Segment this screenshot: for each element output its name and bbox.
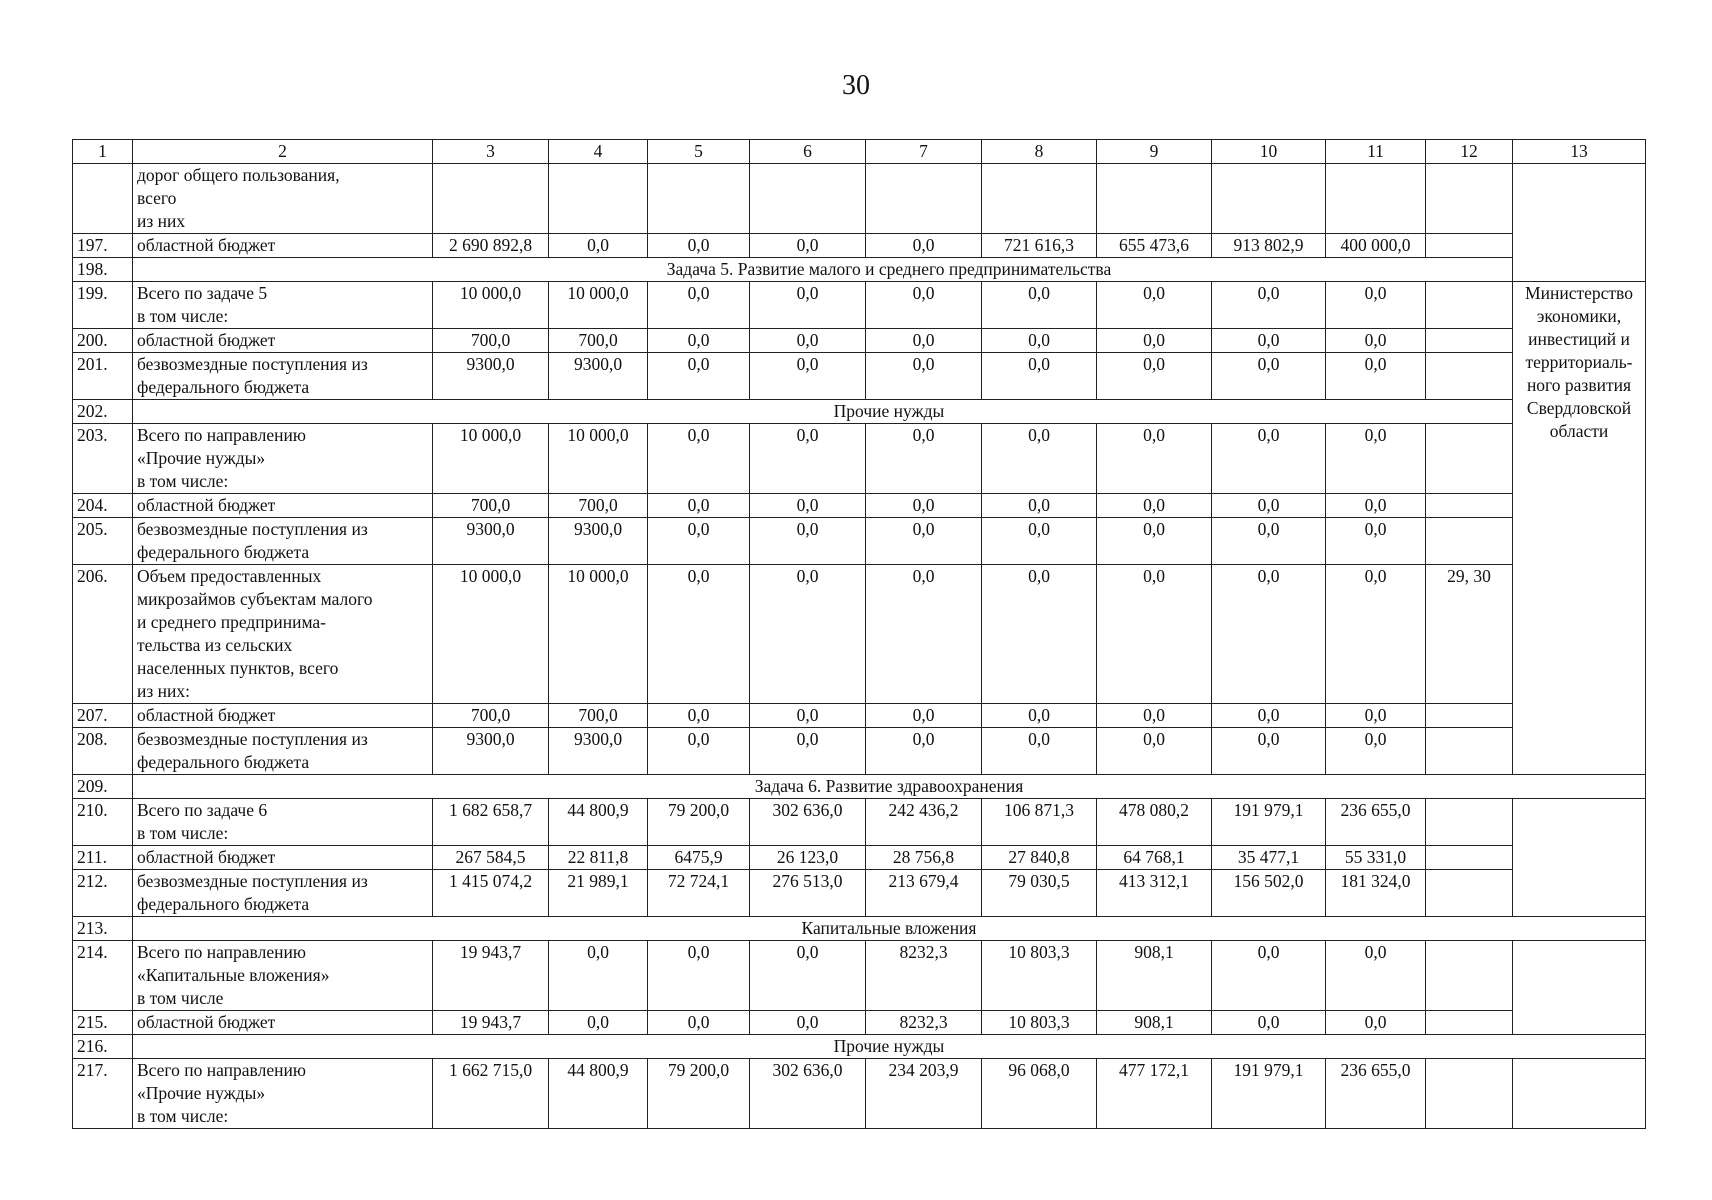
section-row (73, 400, 1646, 424)
row-number: 198. (73, 258, 133, 282)
value-cell-col7: 0,0 (866, 704, 982, 728)
value-cell-col4: 10 000,0 (549, 424, 648, 494)
section-row (73, 1035, 1646, 1059)
row-number: 205. (73, 518, 133, 565)
header-cell-4: 4 (549, 140, 648, 164)
value-cell-col5: 0,0 (648, 424, 750, 494)
value-cell-col10: 0,0 (1212, 728, 1326, 775)
value-cell-col4: 9300,0 (549, 353, 648, 400)
value-cell-col6: 302 636,0 (750, 1059, 866, 1129)
row-label: безвозмездные поступления из федерального бюджета (133, 870, 433, 917)
value-cell-col6: 26 123,0 (750, 846, 866, 870)
value-cell-col11: 0,0 (1326, 518, 1426, 565)
value-cell-col3: 9300,0 (433, 518, 549, 565)
page-number: 30 (842, 70, 870, 101)
value-cell-col3: 700,0 (433, 704, 549, 728)
row-label: областной бюджет (133, 704, 433, 728)
value-cell-col10: 0,0 (1212, 329, 1326, 353)
row-number: 214. (73, 941, 133, 1011)
table-row (73, 234, 1646, 258)
value-cell-col10: 0,0 (1212, 494, 1326, 518)
value-cell-col11: 236 655,0 (1326, 1059, 1426, 1129)
value-cell-col7: 0,0 (866, 353, 982, 400)
value-cell-col9: 908,1 (1097, 1011, 1212, 1035)
row-label: безвозмездные поступления из федерального бюджета (133, 353, 433, 400)
value-cell-col10: 0,0 (1212, 941, 1326, 1011)
value-cell-col6 (750, 164, 866, 234)
row-number: 203. (73, 424, 133, 494)
row-label: областной бюджет (133, 234, 433, 258)
row-number: 206. (73, 565, 133, 704)
value-cell-col7: 0,0 (866, 494, 982, 518)
value-cell-col3 (433, 164, 549, 234)
value-cell-col9: 0,0 (1097, 494, 1212, 518)
header-cell-3: 3 (433, 140, 549, 164)
value-cell-col11: 0,0 (1326, 282, 1426, 329)
row-label: областной бюджет (133, 329, 433, 353)
value-cell-col11: 0,0 (1326, 329, 1426, 353)
row-label: Всего по направлению «Капитальные вложения» в том числе (133, 941, 433, 1011)
table-row (73, 164, 1646, 234)
value-cell-col4: 9300,0 (549, 518, 648, 565)
value-cell-col7: 0,0 (866, 282, 982, 329)
value-cell-col12 (1426, 329, 1513, 353)
value-cell-col9: 0,0 (1097, 565, 1212, 704)
header-cell-11: 11 (1326, 140, 1426, 164)
header-cell-13: 13 (1513, 140, 1646, 164)
value-cell-col10: 0,0 (1212, 282, 1326, 329)
value-cell-col3: 9300,0 (433, 728, 549, 775)
value-cell-col5: 0,0 (648, 353, 750, 400)
responsible-ministry: Министерство экономики, инвестиций и территориаль- ного развития Свердловской области (1513, 282, 1646, 775)
value-cell-col8: 721 616,3 (982, 234, 1097, 258)
value-cell-col12 (1426, 728, 1513, 775)
value-cell-col4: 700,0 (549, 494, 648, 518)
value-cell-col5: 0,0 (648, 234, 750, 258)
header-cell-10: 10 (1212, 140, 1326, 164)
table-row (73, 282, 1646, 329)
header-cell-12: 12 (1426, 140, 1513, 164)
section-row (73, 258, 1646, 282)
value-cell-col8: 0,0 (982, 704, 1097, 728)
table-row (73, 704, 1646, 728)
table-row (73, 518, 1646, 565)
value-cell-col11: 55 331,0 (1326, 846, 1426, 870)
value-cell-col9: 0,0 (1097, 282, 1212, 329)
value-cell-col4: 0,0 (549, 941, 648, 1011)
value-cell-col11: 0,0 (1326, 941, 1426, 1011)
value-cell-col9: 477 172,1 (1097, 1059, 1212, 1129)
value-cell-col12 (1426, 1059, 1513, 1129)
value-cell-col5: 0,0 (648, 1011, 750, 1035)
row-number: 204. (73, 494, 133, 518)
row-label: безвозмездные поступления из федерального бюджета (133, 728, 433, 775)
table-row (73, 728, 1646, 775)
header-cell-9: 9 (1097, 140, 1212, 164)
section-title: Прочие нужды (133, 400, 1646, 424)
value-cell-col11: 0,0 (1326, 565, 1426, 704)
value-cell-col8: 0,0 (982, 282, 1097, 329)
value-cell-col3: 10 000,0 (433, 565, 549, 704)
value-cell-col7: 8232,3 (866, 1011, 982, 1035)
value-cell-col12 (1426, 1011, 1513, 1035)
value-cell-col11: 0,0 (1326, 494, 1426, 518)
value-cell-col9: 0,0 (1097, 518, 1212, 565)
value-cell-col9: 0,0 (1097, 704, 1212, 728)
row-number: 197. (73, 234, 133, 258)
table-row (73, 1059, 1646, 1129)
value-cell-col10: 913 802,9 (1212, 234, 1326, 258)
value-cell-col4: 44 800,9 (549, 799, 648, 846)
value-cell-col12 (1426, 353, 1513, 400)
value-cell-col6: 0,0 (750, 704, 866, 728)
value-cell-col5: 72 724,1 (648, 870, 750, 917)
row-label: областной бюджет (133, 846, 433, 870)
value-cell-col11: 181 324,0 (1326, 870, 1426, 917)
value-cell-col10: 0,0 (1212, 704, 1326, 728)
row-number: 216. (73, 1035, 133, 1059)
value-cell-col8 (982, 164, 1097, 234)
value-cell-col8: 0,0 (982, 424, 1097, 494)
value-cell-col8: 106 871,3 (982, 799, 1097, 846)
row-number (73, 164, 133, 234)
table-row (73, 494, 1646, 518)
section-row (73, 917, 1646, 941)
value-cell-col5: 79 200,0 (648, 1059, 750, 1129)
header-cell-8: 8 (982, 140, 1097, 164)
section-row (73, 775, 1646, 799)
value-cell-col3: 9300,0 (433, 353, 549, 400)
row-label: безвозмездные поступления из федерального бюджета (133, 518, 433, 565)
value-cell-col12 (1426, 704, 1513, 728)
value-cell-col7: 8232,3 (866, 941, 982, 1011)
value-cell-col3: 700,0 (433, 329, 549, 353)
value-cell-col12 (1426, 282, 1513, 329)
value-cell-col4 (549, 164, 648, 234)
row-label: областной бюджет (133, 1011, 433, 1035)
value-cell-col11 (1326, 164, 1426, 234)
section-title: Капитальные вложения (133, 917, 1646, 941)
value-cell-col7: 242 436,2 (866, 799, 982, 846)
value-cell-col12 (1426, 164, 1513, 234)
value-cell-col9: 413 312,1 (1097, 870, 1212, 917)
value-cell-col4: 10 000,0 (549, 282, 648, 329)
value-cell-col3: 10 000,0 (433, 424, 549, 494)
value-cell-col10: 35 477,1 (1212, 846, 1326, 870)
value-cell-col4: 21 989,1 (549, 870, 648, 917)
value-cell-col8: 10 803,3 (982, 1011, 1097, 1035)
value-cell-col5: 0,0 (648, 518, 750, 565)
value-cell-col7: 28 756,8 (866, 846, 982, 870)
value-cell-col10: 0,0 (1212, 353, 1326, 400)
row-number: 202. (73, 400, 133, 424)
value-cell-col5: 0,0 (648, 728, 750, 775)
value-cell-col10: 156 502,0 (1212, 870, 1326, 917)
value-cell-col3: 1 682 658,7 (433, 799, 549, 846)
value-cell-col8: 0,0 (982, 518, 1097, 565)
value-cell-col4: 0,0 (549, 234, 648, 258)
value-cell-col5 (648, 164, 750, 234)
value-cell-col4: 10 000,0 (549, 565, 648, 704)
value-cell-col8: 0,0 (982, 353, 1097, 400)
value-cell-col6: 0,0 (750, 353, 866, 400)
value-cell-col3: 19 943,7 (433, 941, 549, 1011)
value-cell-col6: 276 513,0 (750, 870, 866, 917)
value-cell-col3: 1 415 074,2 (433, 870, 549, 917)
row-number: 199. (73, 282, 133, 329)
value-cell-col3: 267 584,5 (433, 846, 549, 870)
table-row (73, 353, 1646, 400)
value-cell-col11: 0,0 (1326, 424, 1426, 494)
table-row (73, 941, 1646, 1011)
row-number: 211. (73, 846, 133, 870)
value-cell-col11: 0,0 (1326, 704, 1426, 728)
value-cell-col11: 0,0 (1326, 353, 1426, 400)
value-cell-col4: 700,0 (549, 704, 648, 728)
value-cell-col12 (1426, 870, 1513, 917)
value-cell-col9 (1097, 164, 1212, 234)
value-cell-col5: 0,0 (648, 329, 750, 353)
section-title: Прочие нужды (133, 1035, 1646, 1059)
value-cell-col10: 0,0 (1212, 518, 1326, 565)
value-cell-col6: 0,0 (750, 941, 866, 1011)
value-cell-col11: 0,0 (1326, 728, 1426, 775)
value-cell-col9: 0,0 (1097, 728, 1212, 775)
header-row (73, 140, 1646, 164)
row-number: 200. (73, 329, 133, 353)
value-cell-col9: 908,1 (1097, 941, 1212, 1011)
value-cell-col3: 700,0 (433, 494, 549, 518)
value-cell-col10: 0,0 (1212, 424, 1326, 494)
value-cell-col9: 478 080,2 (1097, 799, 1212, 846)
row-label: дорог общего пользования, всего из них (133, 164, 433, 234)
row-label: Всего по задаче 5 в том числе: (133, 282, 433, 329)
row-number: 213. (73, 917, 133, 941)
row-number: 217. (73, 1059, 133, 1129)
value-cell-col8: 27 840,8 (982, 846, 1097, 870)
value-cell-col11: 400 000,0 (1326, 234, 1426, 258)
value-cell-col12: 29, 30 (1426, 565, 1513, 704)
header-cell-5: 5 (648, 140, 750, 164)
value-cell-col7: 0,0 (866, 518, 982, 565)
value-cell-col9: 0,0 (1097, 353, 1212, 400)
value-cell-col3: 10 000,0 (433, 282, 549, 329)
header-cell-6: 6 (750, 140, 866, 164)
row-label: Всего по направлению «Прочие нужды» в том числе: (133, 424, 433, 494)
value-cell-col7: 213 679,4 (866, 870, 982, 917)
value-cell-col13 (1513, 1059, 1646, 1129)
row-label: Всего по направлению «Прочие нужды» в том числе: (133, 1059, 433, 1129)
row-label: Всего по задаче 6 в том числе: (133, 799, 433, 846)
value-cell-col6: 0,0 (750, 424, 866, 494)
table-row (73, 424, 1646, 494)
table-row (73, 846, 1646, 870)
value-cell-col10 (1212, 164, 1326, 234)
value-cell-col4: 0,0 (549, 1011, 648, 1035)
value-cell-col7: 0,0 (866, 329, 982, 353)
value-cell-col3: 2 690 892,8 (433, 234, 549, 258)
value-cell-col12 (1426, 234, 1513, 258)
value-cell-col6: 0,0 (750, 329, 866, 353)
value-cell-col8: 96 068,0 (982, 1059, 1097, 1129)
value-cell-col12 (1426, 518, 1513, 565)
row-label: Объем предоставленных микрозаймов субъектам малого и среднего предпринима- тельства из сельских населенных пунктов, всего из них: (133, 565, 433, 704)
value-cell-col3: 19 943,7 (433, 1011, 549, 1035)
value-cell-col9: 0,0 (1097, 424, 1212, 494)
value-cell-col10: 191 979,1 (1212, 1059, 1326, 1129)
value-cell-col12 (1426, 494, 1513, 518)
row-number: 207. (73, 704, 133, 728)
row-label: областной бюджет (133, 494, 433, 518)
value-cell-col8: 79 030,5 (982, 870, 1097, 917)
value-cell-col10: 0,0 (1212, 565, 1326, 704)
table-row (73, 870, 1646, 917)
value-cell-col12 (1426, 799, 1513, 846)
value-cell-col7: 0,0 (866, 234, 982, 258)
value-cell-col4: 22 811,8 (549, 846, 648, 870)
value-cell-col12 (1426, 846, 1513, 870)
value-cell-col6: 0,0 (750, 565, 866, 704)
value-cell-col6: 0,0 (750, 282, 866, 329)
value-cell-col5: 0,0 (648, 282, 750, 329)
value-cell-col8: 0,0 (982, 329, 1097, 353)
value-cell-col6: 0,0 (750, 1011, 866, 1035)
value-cell-col5: 6475,9 (648, 846, 750, 870)
header-cell-2: 2 (133, 140, 433, 164)
value-cell-col12 (1426, 941, 1513, 1011)
table-row (73, 565, 1646, 704)
value-cell-col5: 0,0 (648, 941, 750, 1011)
value-cell-col9: 0,0 (1097, 329, 1212, 353)
row-number: 215. (73, 1011, 133, 1035)
value-cell-col10: 191 979,1 (1212, 799, 1326, 846)
value-cell-col7: 0,0 (866, 424, 982, 494)
value-cell-col8: 0,0 (982, 494, 1097, 518)
section-title: Задача 6. Развитие здравоохранения (133, 775, 1646, 799)
value-cell-col6: 0,0 (750, 728, 866, 775)
value-cell-col9: 655 473,6 (1097, 234, 1212, 258)
value-cell-col6: 302 636,0 (750, 799, 866, 846)
table-body (73, 140, 1646, 1129)
value-cell-col4: 9300,0 (549, 728, 648, 775)
value-cell-col13 (1513, 799, 1646, 917)
row-number: 210. (73, 799, 133, 846)
value-cell-col7 (866, 164, 982, 234)
table-row (73, 1011, 1646, 1035)
value-cell-col7: 0,0 (866, 728, 982, 775)
value-cell-col5: 0,0 (648, 494, 750, 518)
value-cell-col10: 0,0 (1212, 1011, 1326, 1035)
value-cell-col13 (1513, 941, 1646, 1035)
value-cell-col5: 79 200,0 (648, 799, 750, 846)
value-cell-col12 (1426, 424, 1513, 494)
value-cell-col8: 0,0 (982, 728, 1097, 775)
row-number: 208. (73, 728, 133, 775)
value-cell-col6: 0,0 (750, 494, 866, 518)
budget-table (72, 139, 1646, 1129)
table-row (73, 799, 1646, 846)
value-cell-col5: 0,0 (648, 565, 750, 704)
value-cell-col3: 1 662 715,0 (433, 1059, 549, 1129)
row-number: 212. (73, 870, 133, 917)
value-cell-col8: 10 803,3 (982, 941, 1097, 1011)
value-cell-col9: 64 768,1 (1097, 846, 1212, 870)
value-cell-col4: 44 800,9 (549, 1059, 648, 1129)
value-cell-col11: 236 655,0 (1326, 799, 1426, 846)
value-cell-col6: 0,0 (750, 518, 866, 565)
header-cell-7: 7 (866, 140, 982, 164)
value-cell-col4: 700,0 (549, 329, 648, 353)
value-cell-col8: 0,0 (982, 565, 1097, 704)
row-number: 209. (73, 775, 133, 799)
value-cell-col7: 0,0 (866, 565, 982, 704)
row-number: 201. (73, 353, 133, 400)
value-cell-col5: 0,0 (648, 704, 750, 728)
header-cell-1: 1 (73, 140, 133, 164)
value-cell-col6: 0,0 (750, 234, 866, 258)
value-cell-col11: 0,0 (1326, 1011, 1426, 1035)
value-cell-col7: 234 203,9 (866, 1059, 982, 1129)
table-row (73, 329, 1646, 353)
section-title: Задача 5. Развитие малого и среднего предпринимательства (133, 258, 1646, 282)
